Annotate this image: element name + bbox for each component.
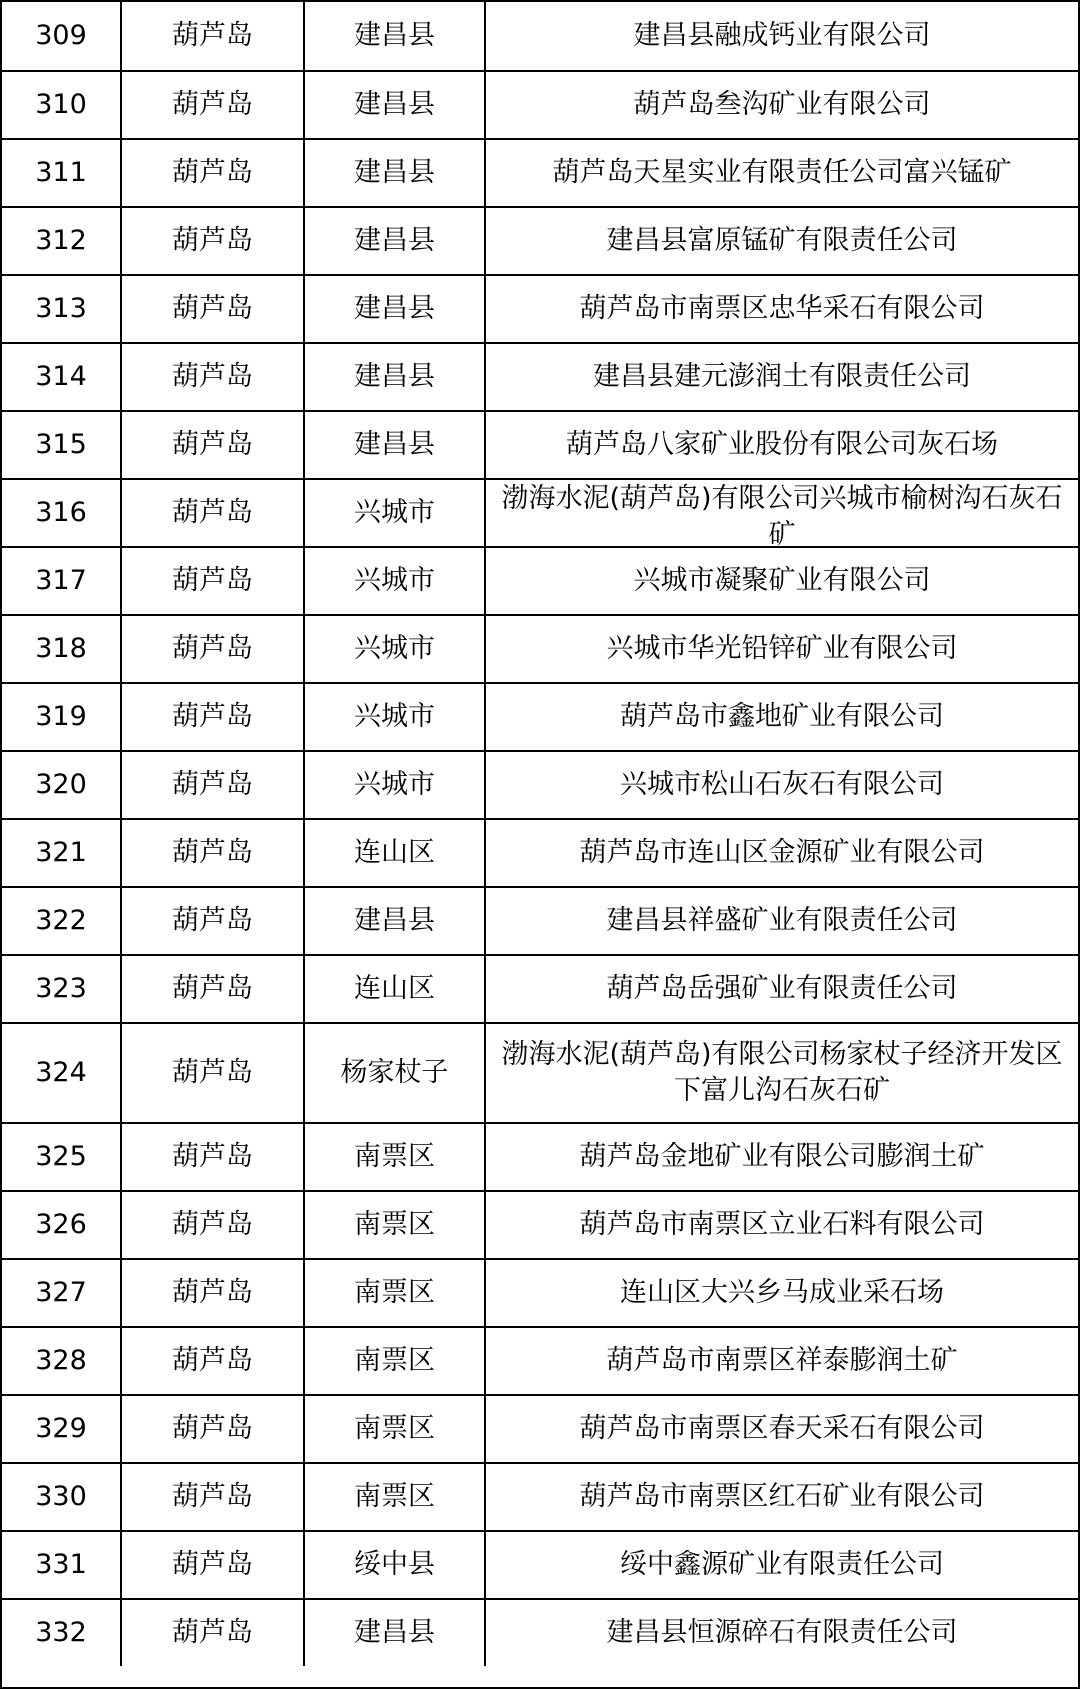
row-number: 331 <box>2 1532 122 1598</box>
company-cell: 兴城市松山石灰石有限公司 <box>620 769 944 801</box>
table-row <box>2 886 1078 954</box>
company-cell: 建昌县建元澎润土有限责任公司 <box>593 361 971 393</box>
table-row <box>2 1598 1078 1666</box>
company-cell: 兴城市华光铅锌矿业有限公司 <box>606 633 958 665</box>
row-number: 309 <box>2 2 122 70</box>
row-number: 318 <box>2 616 122 682</box>
company-cell: 葫芦岛岳强矿业有限责任公司 <box>606 973 958 1005</box>
city-cell: 葫芦岛 <box>122 684 305 750</box>
table-row <box>2 1258 1078 1326</box>
table-row <box>2 138 1078 206</box>
table-row <box>2 478 1078 546</box>
company-cell: 葫芦岛市南票区春天采石有限公司 <box>579 1413 985 1445</box>
city-cell: 葫芦岛 <box>122 208 305 274</box>
table-row <box>2 546 1078 614</box>
row-number: 326 <box>2 1192 122 1258</box>
table-row <box>2 614 1078 682</box>
company-cell: 葫芦岛市鑫地矿业有限公司 <box>620 701 944 733</box>
row-number: 330 <box>2 1464 122 1530</box>
county-cell: 杨家杖子 <box>305 1024 486 1122</box>
company-cell: 葫芦岛市南票区祥泰膨润土矿 <box>606 1345 958 1377</box>
company-cell: 建昌县富原锰矿有限责任公司 <box>606 225 958 257</box>
county-cell: 建昌县 <box>305 412 486 478</box>
table-row <box>2 1122 1078 1190</box>
city-cell: 葫芦岛 <box>122 1600 305 1666</box>
company-cell: 葫芦岛市南票区忠华采石有限公司 <box>579 293 985 325</box>
row-number: 315 <box>2 412 122 478</box>
county-cell: 兴城市 <box>305 616 486 682</box>
county-cell: 建昌县 <box>305 140 486 206</box>
city-cell: 葫芦岛 <box>122 548 305 614</box>
county-cell: 兴城市 <box>305 684 486 750</box>
company-cell: 葫芦岛八家矿业股份有限公司灰石场 <box>566 429 998 461</box>
company-cell: 绥中鑫源矿业有限责任公司 <box>620 1549 944 1581</box>
table-row <box>2 1190 1078 1258</box>
company-cell: 连山区大兴乡马成业采石场 <box>620 1277 944 1309</box>
table-row <box>2 70 1078 138</box>
table-row <box>2 0 1078 70</box>
row-number: 320 <box>2 752 122 818</box>
row-number: 313 <box>2 276 122 342</box>
county-cell: 南票区 <box>305 1396 486 1462</box>
county-cell: 建昌县 <box>305 72 486 138</box>
row-number: 317 <box>2 548 122 614</box>
city-cell: 葫芦岛 <box>122 480 305 546</box>
county-cell: 南票区 <box>305 1464 486 1530</box>
city-cell: 葫芦岛 <box>122 412 305 478</box>
row-number: 314 <box>2 344 122 410</box>
row-number: 312 <box>2 208 122 274</box>
row-number: 319 <box>2 684 122 750</box>
county-cell: 兴城市 <box>305 480 486 546</box>
city-cell: 葫芦岛 <box>122 752 305 818</box>
company-cell: 建昌县祥盛矿业有限责任公司 <box>606 905 958 937</box>
table-row <box>2 682 1078 750</box>
company-cell: 建昌县融成钙业有限公司 <box>633 20 931 52</box>
company-cell: 建昌县恒源碎石有限责任公司 <box>606 1617 958 1649</box>
company-cell: 渤海水泥(葫芦岛)有限公司兴城市榆树沟石灰石矿 <box>501 483 1063 546</box>
county-cell: 建昌县 <box>305 888 486 954</box>
row-number: 328 <box>2 1328 122 1394</box>
county-cell: 连山区 <box>305 956 486 1022</box>
row-number: 332 <box>2 1600 122 1666</box>
city-cell: 葫芦岛 <box>122 1328 305 1394</box>
county-cell: 建昌县 <box>305 1600 486 1666</box>
row-number: 316 <box>2 480 122 546</box>
county-cell: 绥中县 <box>305 1532 486 1598</box>
table-row <box>2 750 1078 818</box>
row-number: 327 <box>2 1260 122 1326</box>
city-cell: 葫芦岛 <box>122 956 305 1022</box>
city-cell: 葫芦岛 <box>122 1464 305 1530</box>
company-cell: 葫芦岛金地矿业有限公司膨润土矿 <box>579 1141 985 1173</box>
county-cell: 南票区 <box>305 1124 486 1190</box>
table-row <box>2 410 1078 478</box>
company-cell: 渤海水泥(葫芦岛)有限公司杨家杖子经济开发区下富儿沟石灰石矿 <box>501 1039 1063 1106</box>
city-cell: 葫芦岛 <box>122 616 305 682</box>
city-cell: 葫芦岛 <box>122 1532 305 1598</box>
city-cell: 葫芦岛 <box>122 276 305 342</box>
table-row <box>2 342 1078 410</box>
row-number: 311 <box>2 140 122 206</box>
county-cell: 南票区 <box>305 1328 486 1394</box>
table-row <box>2 1462 1078 1530</box>
table-row <box>2 1326 1078 1394</box>
table-row <box>2 1394 1078 1462</box>
company-cell: 葫芦岛市南票区立业石料有限公司 <box>579 1209 985 1241</box>
table-row <box>2 1530 1078 1598</box>
company-cell: 葫芦岛市连山区金源矿业有限公司 <box>579 837 985 869</box>
county-cell: 兴城市 <box>305 752 486 818</box>
row-number: 310 <box>2 72 122 138</box>
city-cell: 葫芦岛 <box>122 1260 305 1326</box>
row-number: 321 <box>2 820 122 886</box>
table-row <box>2 1022 1078 1122</box>
company-cell: 葫芦岛市南票区红石矿业有限公司 <box>579 1481 985 1513</box>
city-cell: 葫芦岛 <box>122 2 305 70</box>
county-cell: 建昌县 <box>305 276 486 342</box>
county-cell: 南票区 <box>305 1192 486 1258</box>
city-cell: 葫芦岛 <box>122 1024 305 1122</box>
city-cell: 葫芦岛 <box>122 140 305 206</box>
county-cell: 建昌县 <box>305 2 486 70</box>
row-number: 329 <box>2 1396 122 1462</box>
table-row <box>2 954 1078 1022</box>
county-cell: 建昌县 <box>305 208 486 274</box>
company-cell: 葫芦岛叁沟矿业有限公司 <box>633 89 931 121</box>
row-number: 322 <box>2 888 122 954</box>
table-row <box>2 206 1078 274</box>
county-cell: 南票区 <box>305 1260 486 1326</box>
city-cell: 葫芦岛 <box>122 820 305 886</box>
city-cell: 葫芦岛 <box>122 1192 305 1258</box>
city-cell: 葫芦岛 <box>122 1396 305 1462</box>
city-cell: 葫芦岛 <box>122 888 305 954</box>
row-number: 324 <box>2 1024 122 1122</box>
county-cell: 兴城市 <box>305 548 486 614</box>
city-cell: 葫芦岛 <box>122 1124 305 1190</box>
company-cell: 葫芦岛天星实业有限责任公司富兴锰矿 <box>552 157 1012 189</box>
company-cell: 兴城市凝聚矿业有限公司 <box>633 565 931 597</box>
city-cell: 葫芦岛 <box>122 72 305 138</box>
table-row <box>2 818 1078 886</box>
county-cell: 连山区 <box>305 820 486 886</box>
county-cell: 建昌县 <box>305 344 486 410</box>
row-number: 325 <box>2 1124 122 1190</box>
row-number: 323 <box>2 956 122 1022</box>
city-cell: 葫芦岛 <box>122 344 305 410</box>
table-row <box>2 274 1078 342</box>
